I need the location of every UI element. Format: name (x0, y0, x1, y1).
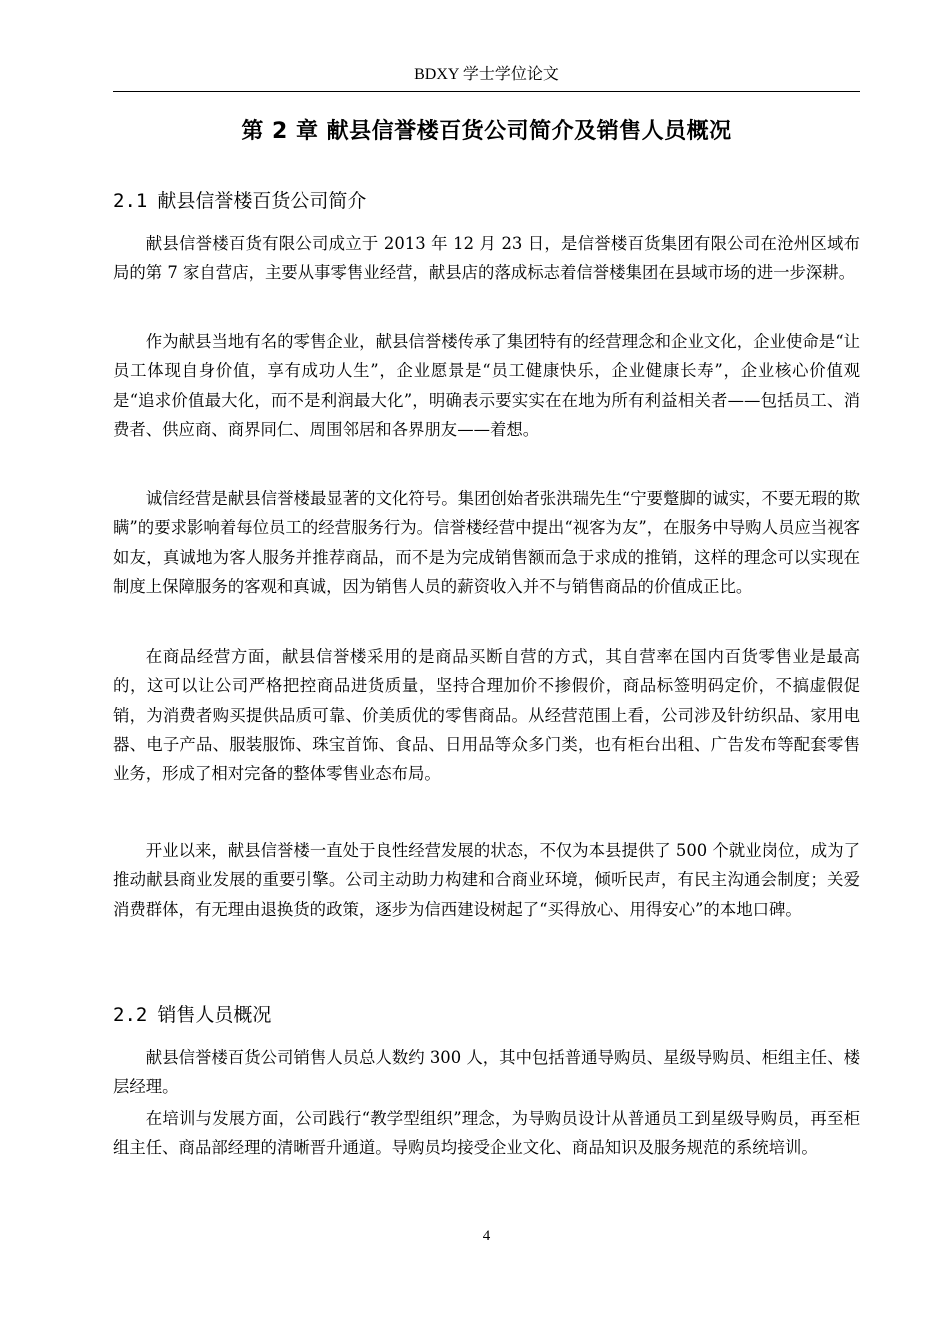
header-divider (113, 91, 860, 92)
paragraph: 在培训与发展方面，公司践行“教学型组织”理念，为导购员设计从普通员工到星级导购员，再至柜组主任、商品部经理的清晰晋升通道。导购员均接受企业文化、商品知识及服务规范的系统培训。 (113, 1109, 860, 1158)
chapter-title: 第 2 章 献县信誉楼百货公司简介及销售人员概况 (241, 119, 732, 144)
section-heading-2-2 (113, 1001, 860, 1029)
section-title-text: 献县信誉楼百货公司简介 (157, 190, 367, 212)
running-header: BDXY 学士学位论文 (414, 66, 559, 83)
paragraph: 作为献县当地有名的零售企业，献县信誉楼传承了集团特有的经营理念和企业文化，企业使命是“让员工体现自身价值，享有成功人生”，企业愿景是“员工健康快乐，企业健康长寿”，企业核心价值观是“追求价值最大化，而不是利润最大化”，明确表示要实实在在地为所有利益相关者——包括员工、消费者、供应商、商界同仁、周围邻居和各界朋友——着想。 (113, 332, 860, 439)
page-number: 4 (482, 1228, 491, 1244)
section-heading-2-1 (113, 187, 860, 215)
section-title-text: 销售人员概况 (157, 1004, 272, 1026)
section-number: 2.1 (113, 190, 148, 212)
paragraph: 在商品经营方面，献县信誉楼采用的是商品买断自营的方式，其自营率在国内百货零售业是最高的，这可以让公司严格把控商品进货质量，坚持合理加价不掺假价，商品标签明码定价，不搞虚假促销，为消费者购买提供品质可靠、价美质优的零售商品。从经营范围上看，公司涉及针纺织品、家用电器、电子产品、服装服饰、珠宝首饰、食品、日用品等众多门类，也有柜台出租、广告发布等配套零售业务，形成了相对完备的整体零售业态布局。 (113, 647, 860, 784)
paragraph: 诚信经营是献县信誉楼最显著的文化符号。集团创始者张洪瑞先生“宁要蹩脚的诚实，不要无瑕的欺瞒”的要求影响着每位员工的经营服务行为。信誉楼经营中提出“视客为友”，在服务中导购人员应当视客如友，真诚地为客人服务并推荐商品，而不是为完成销售额而急于求成的推销，这样的理念可以实现在制度上保障服务的客观和真诚，因为销售人员的薪资收入并不与销售商品的价值成正比。 (113, 489, 860, 596)
section-number: 2.2 (113, 1004, 148, 1026)
paragraph: 献县信誉楼百货有限公司成立于 2013 年 12 月 23 日，是信誉楼百货集团有限公司在沧州区域布局的第 7 家自营店，主要从事零售业经营，献县店的落成标志着信誉楼集团在县域市场的进一步深耕。 (113, 234, 860, 283)
paragraph: 献县信誉楼百货公司销售人员总人数约 300 人，其中包括普通导购员、星级导购员、柜组主任、楼层经理。 (113, 1048, 860, 1097)
paragraph: 开业以来，献县信誉楼一直处于良性经营发展的状态，不仅为本县提供了 500 个就业岗位，成为了推动献县商业发展的重要引擎。公司主动助力构建和合商业环境，倾听民声，有民主沟通会制度；关爱消费群体，有无理由退换货的政策，逐步为信西建设树起了“买得放心、用得安心”的本地口碑。 (113, 841, 860, 919)
